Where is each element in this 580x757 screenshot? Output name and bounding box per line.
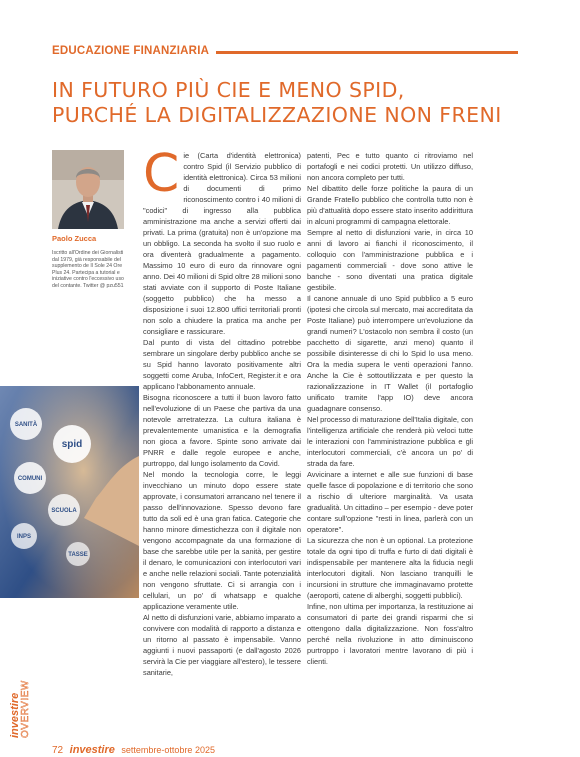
bubble-label-5: INPS bbox=[16, 534, 32, 540]
paragraph: La sicurezza che non è un optional. La protezione totale da ogni tipo di truffa e furto di dati digitali è indispensabile per mantenere alta la fiducia negli interlocutori digitali. Non lasciano tranquilli le incursioni in strutture che immaginavamo protette (aeroporti, catene di alberghi, soggetti pubblici). bbox=[307, 536, 473, 600]
paragraph: Sempre al netto di disfunzioni varie, in circa 10 anni di lavoro ai fianchi il riconoscimento, il colloquio con l'amministrazione pubblica e i pagamenti commerciali - dove sono attive le banche - sono diventati una pratica digitale gestibile. bbox=[307, 228, 473, 292]
bubble-label-6: TASSE bbox=[68, 552, 88, 558]
paragraph: Infine, non ultima per importanza, la restituzione ai consumatori di parte dei grandi risparmi che si ottengono dalla digitalizzazione. Non foss'altro perché nella rivoluzione in atto diminuiscono purtroppo i lavoratori mentre lavorano di più i clienti. bbox=[307, 602, 473, 666]
paragraph: Nel dibattito delle forze politiche la paura di un Grande Fratello pubblico che controlla tutto non è più d'attualità dopo essere stato inserito addirittura in alcuni programmi di campagna elettorale. bbox=[307, 184, 473, 226]
bubble-label-1: SANITÀ bbox=[14, 422, 38, 428]
drop-cap: C bbox=[143, 144, 180, 204]
paragraph: Al netto di disfunzioni varie, abbiamo imparato a convivere con modalità di rapporto a distanza e un ritorno al passato è impensabile. Vanno aggiunti i nuovi passaporti (e dall'agosto 2026 servirà la Cie per viaggiare all'estero), le tessere sanitarie, bbox=[143, 613, 301, 677]
paragraph: patenti, Pec e tutto quanto ci ritroviamo nel portafogli e nei codici protetti. Un utilizzo diffuso, non ancora completo per tutti. bbox=[307, 151, 473, 182]
sidebar-brand-mark bbox=[9, 640, 31, 740]
headline-line-1: IN FUTURO PIÙ CIE E MENO SPID, bbox=[52, 78, 405, 102]
page-footer bbox=[52, 744, 215, 756]
article-column-1 bbox=[143, 144, 301, 678]
author-portrait-image bbox=[52, 150, 124, 229]
sidebar-brand-line-1: investire bbox=[9, 692, 21, 738]
author-portrait bbox=[52, 150, 124, 229]
section-label: EDUCAZIONE FINANZIARIA bbox=[52, 45, 210, 57]
bubble-label-2: spid bbox=[61, 439, 83, 450]
article-column-2 bbox=[307, 150, 473, 667]
bubble-label-4: SCUOLA bbox=[51, 508, 77, 514]
section-rule bbox=[216, 51, 518, 54]
page-number: 72 bbox=[52, 745, 64, 756]
paragraph: Il canone annuale di uno Spid pubblico a 5 euro (ipotesi che circola sul mercato, mai accreditata da Poste Italiane) può interrompere un'evoluzione da grandi numeri? L'ostacolo non sembra il costo (un pacchetto di sigarette, anzi meno) quanto il possibile disinteresse di chi lo Spid lo usa meno. Ora la media supera le venti operazioni l'anno. Anche la Cie è sottoutilizzata e per questo la razionalizzazione in IT Wallet (il portafoglio unificato tramite l'app IO) deve ancora guadagnare consenso. bbox=[307, 294, 473, 413]
paragraph bbox=[143, 144, 301, 337]
headline-line-2: PURCHÉ LA DIGITALIZZAZIONE NON FRENI bbox=[52, 102, 502, 127]
issue-date: settembre-ottobre 2025 bbox=[121, 745, 215, 755]
digital-services-photo bbox=[0, 386, 139, 598]
author-bio: Iscritto all'Ordine dei Giornalisti dal 1979, già responsabile del supplemento de Il Sole 24 Ore Plus 24. Partecipa a tutorial e iniziative contro l'eccessivo uso del contante. Twitter @ pzu551 bbox=[52, 250, 124, 289]
paragraph: Avvicinare a internet e alle sue funzioni di base quelle fasce di popolazione e di territorio che sono a rischio di ulteriore marginalità. Va usata gradualità. Un cittadino – per esempio - deve poter contare sull'opzione "resti in linea, parlerà con un operatore". bbox=[307, 470, 473, 534]
sidebar-brand-line-2: OVERVIEW bbox=[20, 680, 31, 738]
bubble-label-3: COMUNI bbox=[17, 476, 43, 482]
paragraph-text: ie (Carta d'identità elettronica) contro Spid (il Servizio pubblico di identità elettronica). Circa 53 milioni di documenti di primo riconoscimento contro i 40 milioni di "codici" di ingresso alla pubblica amministrazione ma anche a servizi offerti dai privati. La prima (gratuita) non è un'opzione ma un obbligo. La seconda ha svolto il suo ruolo e ora diventerà gradualmente a pagamento. Massimo 10 euro di euro da rinnovare ogni anno. Dei 40 milioni di Spid oltre 28 milioni sono stati avviate con il supporto di Poste Italiane (soggetto pubblico) che ha messo a disposizione i suoi 12.800 uffici territoriali pronti non solo a chiudere la pratica ma anche per consigliare e rassicurare. bbox=[143, 151, 301, 336]
paragraph: Nel processo di maturazione dell'Italia digitale, con l'intelligenza artificiale che renderà più veloci tutte le interazioni con l'amministrazione pubblica e gli interlocutori commerciali, c'è ancora un po' di strada da fare. bbox=[307, 415, 473, 468]
paragraph: Nel mondo la tecnologia corre, le leggi invecchiano un minuto dopo essere state approvate, i consumatori arrancano nel tenere il passo dell'innovazione. Spesso devono fare tutto da soli ed è una gran fatica. Categorie che hanno minore dimestichezza con il digitale non vengono accompagnate da una formazione di base che sarebbe utile per la sanità, per gestire il denaro, le comunicazioni con interlocutori vari e anche nelle relazioni sociali. Tante potenzialità non vengono sfruttate. Ci si arrangia con i cellulari, un po' di whatsapp e qualche applicazione veramente utile. bbox=[143, 470, 301, 611]
author-name: Paolo Zucca bbox=[52, 234, 97, 243]
footer-brand: investire bbox=[69, 744, 115, 756]
paragraph: Bisogna riconoscere a tutti il buon lavoro fatto nell'evoluzione di un Paese che partiva da una notevole arretratezza. La cultura italiana è prevalentemente umanistica e la demografia non gioca a favore. Spinte sono arrivate dai PNRR e dalle regole europee e anche, purtroppo, dal lungo isolamento da Covid. bbox=[143, 393, 301, 468]
sidebar-brand bbox=[9, 640, 31, 740]
paragraph: Dal punto di vista del cittadino potrebbe sembrare un singolare derby pubblico anche se su Spid hanno lavorato positivamente altri soggetti come Aruba, InfoCert, Register.it e ora applicano l'abbonamento annuale. bbox=[143, 338, 301, 391]
digital-services-illustration bbox=[0, 386, 139, 598]
headline bbox=[52, 78, 532, 127]
